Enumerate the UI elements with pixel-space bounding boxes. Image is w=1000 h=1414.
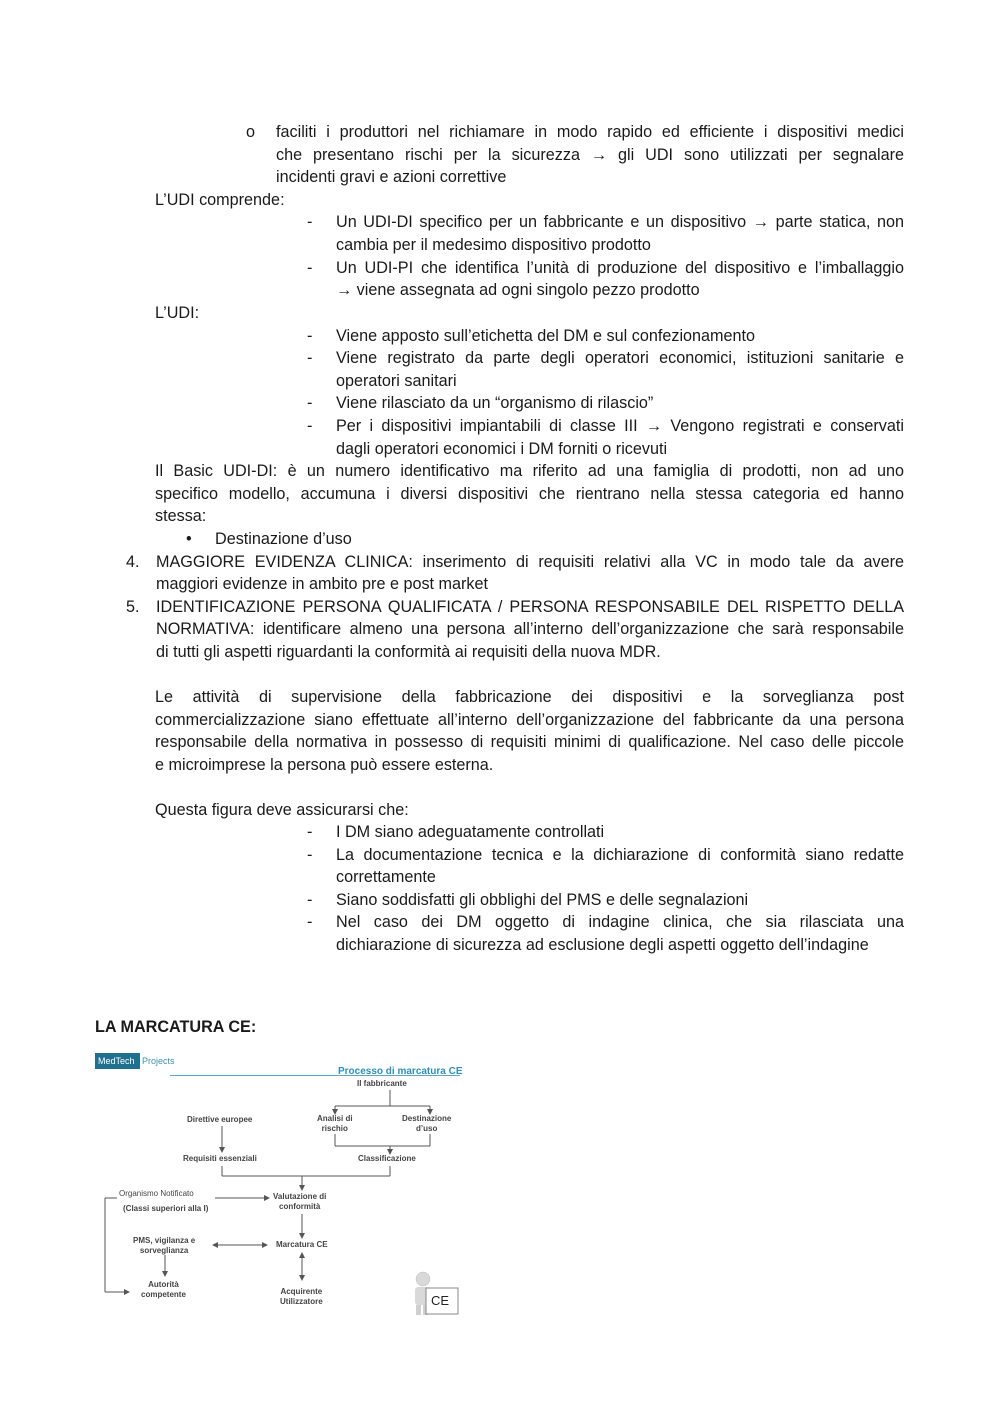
bullet-dot: • [186, 530, 192, 548]
text-line: dichiarazione di sicurezza ad esclusione degli aspetti oggetto dell’indagine [336, 936, 869, 954]
text-line: → viene assegnata ad ogni singolo pezzo prodotto [336, 281, 700, 299]
section-label: Questa figura deve assicurarsi che: [155, 801, 409, 819]
node-requisiti: Requisiti essenziali [183, 1154, 257, 1163]
text-line: Le attività di supervisione della fabbricazione dei dispositivi e la sorveglianza post [155, 688, 904, 706]
dash-marker: - [307, 823, 313, 841]
bullet-marker: o [246, 123, 256, 141]
dash-marker: - [307, 846, 313, 864]
node-fabbricante: Il fabbricante [357, 1079, 407, 1088]
diagram-connectors [95, 1048, 465, 1318]
text-line: NORMATIVA: identificare almeno una persona all’interno dell’organizzazione che sarà responsabile [156, 620, 904, 638]
text-line: Per i dispositivi impiantabili di classe III → Vengono registrati e conservati [336, 417, 904, 435]
text-line: faciliti i produttori nel richiamare in modo rapido ed efficiente i dispositivi medici [276, 123, 904, 141]
text-line: Viene registrato da parte degli operatori economici, istituzioni sanitarie e [336, 349, 904, 367]
text-line: correttamente [336, 868, 436, 886]
dash-marker: - [307, 213, 313, 231]
text-line: dagli operatori economici i DM forniti o ricevuti [336, 440, 668, 458]
text-line: e microimprese la persona può essere esterna. [155, 756, 494, 774]
node-destinazione: Destinazione d’uso [402, 1114, 452, 1133]
text-line: Viene rilasciato da un “organismo di rilascio” [336, 394, 654, 412]
node-analisi: Analisi di rischio [317, 1114, 353, 1133]
dash-marker: - [307, 327, 313, 345]
text-line: Un UDI-PI che identifica l’unità di produzione del dispositivo e l’imballaggio [336, 259, 904, 277]
diagram-title: Processo di marcatura CE [338, 1066, 463, 1077]
node-acquirente: Acquirente Utilizzatore [280, 1287, 323, 1306]
text-line: maggiori evidenze in ambito pre e post market [156, 575, 489, 593]
dash-marker: - [307, 417, 313, 435]
node-classificazione: Classificazione [358, 1154, 416, 1163]
text-line: che presentano rischi per la sicurezza → gli UDI sono utilizzati per segnalare [276, 146, 904, 164]
dash-marker: - [307, 891, 313, 909]
node-organismo: Organismo Notificato [119, 1189, 194, 1198]
text-line: incidenti gravi e azioni correttive [276, 168, 507, 186]
section-label: L’UDI: [155, 304, 200, 322]
text-line: Viene apposto sull’etichetta del DM e sul confezionamento [336, 327, 756, 345]
text-line: specifico modello, accumuna i diversi dispositivi che rientrano nella stessa categoria ed hanno [155, 485, 904, 503]
dash-marker: - [307, 913, 313, 931]
node-classi: (Classi superiori alla I) [123, 1204, 209, 1213]
node-direttive: Direttive europee [187, 1115, 253, 1124]
text-line: stessa: [155, 507, 207, 525]
text-line: Il Basic UDI-DI: è un numero identificativo ma riferito ad una famiglia di prodotti, non ad uno [155, 462, 904, 480]
text-line: Siano soddisfatti gli obblighi del PMS e delle segnalazioni [336, 891, 749, 909]
medtech-logo: MedTech [95, 1053, 140, 1069]
text-line: commercializzazione siano effettuate all’interno dell’organizzazione del fabbricante da una persona [155, 711, 904, 729]
text-line: cambia per il medesimo dispositivo prodotto [336, 236, 651, 254]
text-line: I DM siano adeguatamente controllati [336, 823, 605, 841]
medtech-logo-text: Projects [142, 1056, 175, 1066]
text-line: Destinazione d’uso [215, 530, 352, 548]
list-number: 5. [126, 598, 140, 616]
text-line: La documentazione tecnica e la dichiarazione di conformità siano redatte [336, 846, 904, 864]
text-line: responsabile della normativa in possesso di requisiti minimi di qualificazione. Nel caso delle piccole [155, 733, 904, 751]
dash-marker: - [307, 349, 313, 367]
section-heading: LA MARCATURA CE: [95, 1018, 257, 1036]
node-marcatura: Marcatura CE [276, 1240, 328, 1249]
list-number: 4. [126, 553, 140, 571]
text-line: di tutti gli aspetti riguardanti la conformità ai requisiti della nuova MDR. [156, 643, 661, 661]
dash-marker: - [307, 259, 313, 277]
text-line: Nel caso dei DM oggetto di indagine clinica, che sia rilasciata una [336, 913, 904, 931]
text-line: operatori sanitari [336, 372, 457, 390]
section-label: L’UDI comprende: [155, 191, 285, 209]
node-pms: PMS, vigilanza e sorveglianza [133, 1236, 196, 1255]
text-line: Un UDI-DI specifico per un fabbricante e un dispositivo → parte statica, non [336, 213, 904, 231]
node-valutazione: Valutazione di conformità [273, 1192, 327, 1211]
text-line: IDENTIFICAZIONE PERSONA QUALIFICATA / PERSONA RESPONSABILE DEL RISPETTO DELLA [156, 598, 904, 616]
ce-marking-diagram [95, 1048, 465, 1318]
text-line: MAGGIORE EVIDENZA CLINICA: inserimento di requisiti relativi alla VC in modo tale da avere [156, 553, 904, 571]
dash-marker: - [307, 394, 313, 412]
node-autorita: Autorità competente [141, 1280, 186, 1299]
ce-mark: CE [431, 1293, 450, 1308]
